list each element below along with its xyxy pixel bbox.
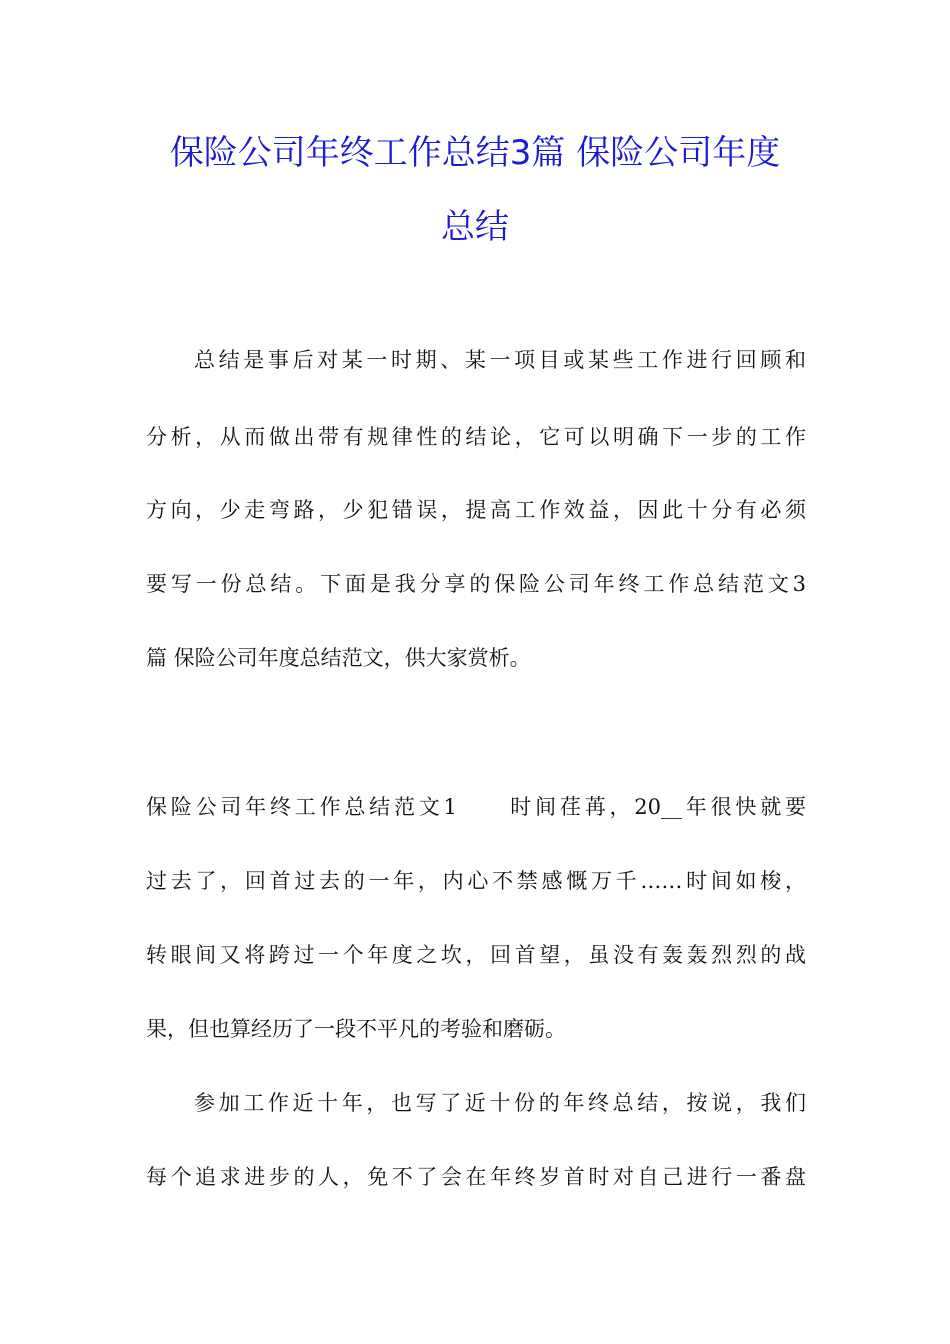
body-line-11: 每个追求进步的人，免不了会在年终岁首时对自己进行一番盘 — [146, 1165, 806, 1189]
body-line-10: 参加工作近十年，也写了近十份的年终总结，按说，我们 — [194, 1091, 806, 1115]
body-line-3: 方向，少走弯路，少犯错误，提高工作效益，因此十分有必须 — [146, 498, 806, 522]
body-line-5: 篇 保险公司年度总结范文，供大家赏析。 — [146, 646, 531, 670]
body-line-9: 果，但也算经历了一段不平凡的考验和磨砺。 — [146, 1017, 566, 1041]
body-line-4: 要写一份总结。下面是我分享的保险公司年终工作总结范文3 — [146, 572, 806, 596]
body-line-6: 保险公司年终工作总结范文1 时间荏苒，20__年很快就要 — [146, 795, 806, 819]
body-line-1: 总结是事后对某一时期、某一项目或某些工作进行回顾和 — [194, 348, 806, 372]
body-line-8: 转眼间又将跨过一个年度之坎，回首望，虽没有轰轰烈烈的战 — [146, 943, 806, 967]
document-title-line-2: 总结 — [441, 207, 509, 247]
body-line-7: 过去了，回首过去的一年，内心不禁感慨万千……时间如梭， — [146, 869, 806, 893]
document-title-line-1: 保险公司年终工作总结3篇 保险公司年度 — [169, 133, 781, 173]
body-line-2: 分析，从而做出带有规律性的结论，它可以明确下一步的工作 — [146, 425, 806, 449]
